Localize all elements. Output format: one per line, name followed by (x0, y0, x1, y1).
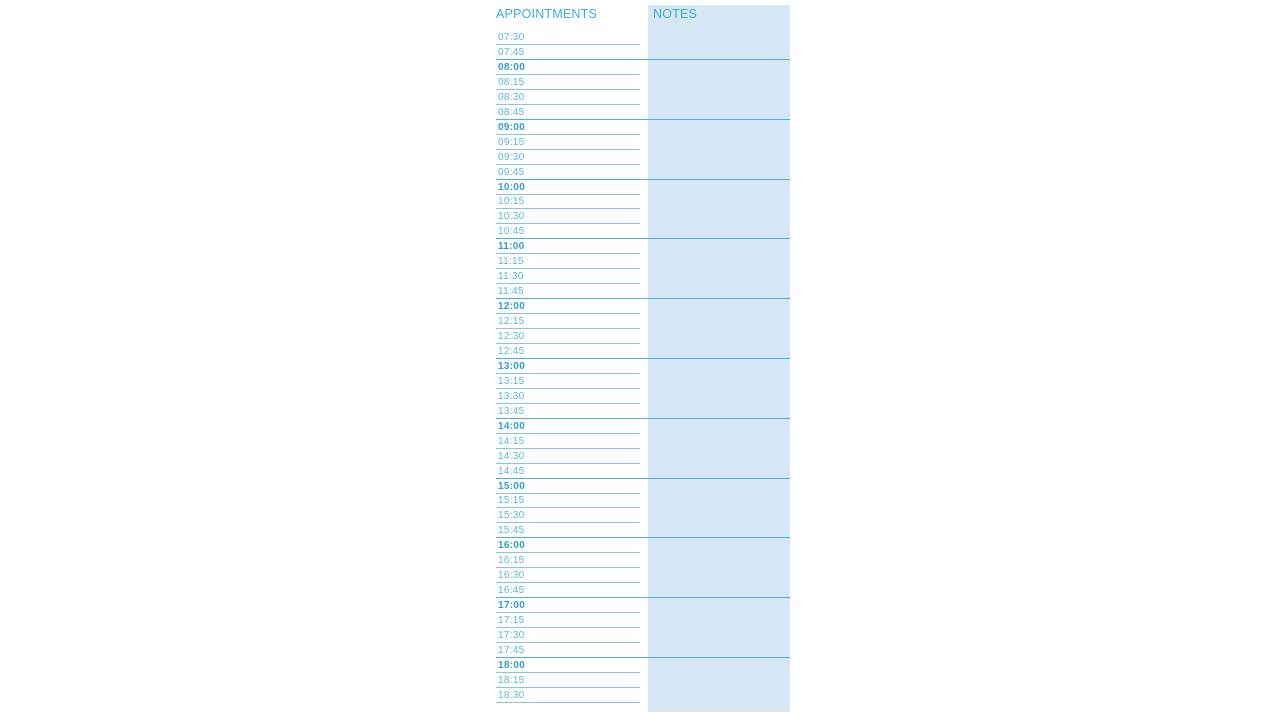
slot-divider (496, 582, 640, 583)
slot-divider (496, 373, 640, 374)
hour-divider (496, 597, 790, 598)
time-slot[interactable]: 12:00 (498, 301, 526, 313)
time-slot[interactable]: 17:45 (498, 644, 525, 656)
time-slot[interactable]: 16:30 (498, 570, 525, 582)
slot-divider (496, 642, 640, 643)
slot-divider (496, 687, 640, 688)
time-slot[interactable]: 18:15 (498, 674, 525, 686)
time-slot[interactable]: 15:45 (498, 525, 525, 537)
slot-divider (496, 283, 640, 284)
slot-divider (496, 149, 640, 150)
time-slot[interactable]: 12:15 (498, 316, 525, 328)
hour-divider (496, 657, 790, 658)
time-slot[interactable]: 17:15 (498, 615, 525, 627)
slot-divider (496, 448, 640, 449)
time-slot[interactable]: 08:15 (498, 76, 525, 88)
slot-divider (496, 134, 640, 135)
slot-divider (496, 74, 640, 75)
slot-divider (496, 164, 640, 165)
time-slot[interactable]: 10:45 (498, 226, 525, 238)
time-slot[interactable]: 16:00 (498, 540, 526, 552)
time-slot[interactable]: 16:45 (498, 585, 525, 597)
slot-divider (496, 463, 640, 464)
slot-divider (496, 627, 640, 628)
time-slot[interactable]: 08:30 (498, 91, 525, 103)
slot-divider (496, 507, 640, 508)
slot-divider (496, 403, 640, 404)
time-slot[interactable]: 15:00 (498, 480, 526, 492)
time-slot[interactable]: 08:45 (498, 106, 525, 118)
slot-divider (496, 104, 640, 105)
slot-divider (496, 493, 640, 494)
time-slot[interactable]: 11:45 (498, 286, 524, 298)
time-slot[interactable]: 13:00 (498, 360, 526, 372)
slot-divider (496, 552, 640, 553)
appointments-header: APPOINTMENTS (496, 7, 598, 21)
notes-header: NOTES (653, 7, 698, 21)
time-slot[interactable]: 07:30 (498, 32, 525, 43)
time-slot[interactable]: 14:15 (498, 435, 525, 447)
slot-divider (496, 89, 640, 90)
hour-divider (496, 537, 790, 538)
time-slot[interactable]: 14:45 (498, 465, 525, 477)
time-slot[interactable]: 18:00 (498, 659, 526, 671)
time-slot[interactable]: 17:30 (498, 630, 525, 641)
time-slot[interactable]: 13:30 (498, 390, 525, 402)
slot-divider (496, 612, 640, 613)
day-planner (496, 5, 790, 712)
hour-divider (496, 119, 790, 120)
hour-divider (496, 358, 790, 359)
slot-divider (496, 388, 640, 389)
slot-divider (496, 567, 640, 568)
hour-divider (496, 478, 790, 479)
time-slot[interactable]: 09:00 (498, 121, 526, 133)
slot-divider (496, 44, 640, 45)
hour-divider (496, 418, 790, 419)
slot-divider (496, 672, 640, 673)
time-slot[interactable]: 12:45 (498, 345, 525, 357)
slot-divider (496, 313, 640, 314)
time-slot[interactable]: 13:45 (498, 405, 525, 417)
time-slot[interactable]: 09:15 (498, 136, 525, 148)
time-slot[interactable]: 09:30 (498, 151, 525, 163)
slot-divider (496, 433, 640, 434)
time-slot[interactable]: 10:30 (498, 211, 525, 223)
slot-divider (496, 522, 640, 523)
hour-divider (496, 59, 790, 60)
slot-divider (496, 208, 640, 209)
time-slot[interactable]: 11:15 (498, 256, 524, 268)
time-slot[interactable]: 15:15 (498, 495, 525, 507)
time-slot[interactable]: 14:00 (498, 420, 526, 432)
time-slot[interactable]: 13:15 (498, 375, 525, 387)
time-slot[interactable]: 17:00 (498, 600, 526, 612)
slot-divider (496, 253, 640, 254)
slot-divider (496, 702, 640, 703)
time-slot[interactable]: 09:45 (498, 166, 525, 178)
time-slot[interactable]: 07:45 (498, 46, 525, 58)
slot-divider (496, 194, 640, 195)
time-slot[interactable]: 14:30 (498, 450, 525, 462)
hour-divider (496, 179, 790, 180)
time-slot[interactable]: 12:30 (498, 331, 525, 342)
time-slot[interactable]: 10:00 (498, 181, 526, 193)
slot-divider (496, 328, 640, 329)
time-slot[interactable]: 11:00 (498, 241, 525, 253)
slot-divider (496, 268, 640, 269)
hour-divider (496, 238, 790, 239)
time-slot[interactable]: 15:30 (498, 510, 525, 522)
time-slot[interactable]: 16:15 (498, 555, 525, 567)
time-slot[interactable]: 10:15 (498, 196, 525, 208)
slot-divider (496, 343, 640, 344)
time-slot[interactable]: 11:30 (498, 271, 524, 283)
time-slot[interactable]: 18:30 (498, 689, 525, 701)
slot-divider (496, 223, 640, 224)
time-slot[interactable]: 08:00 (498, 61, 526, 73)
hour-divider (496, 298, 790, 299)
